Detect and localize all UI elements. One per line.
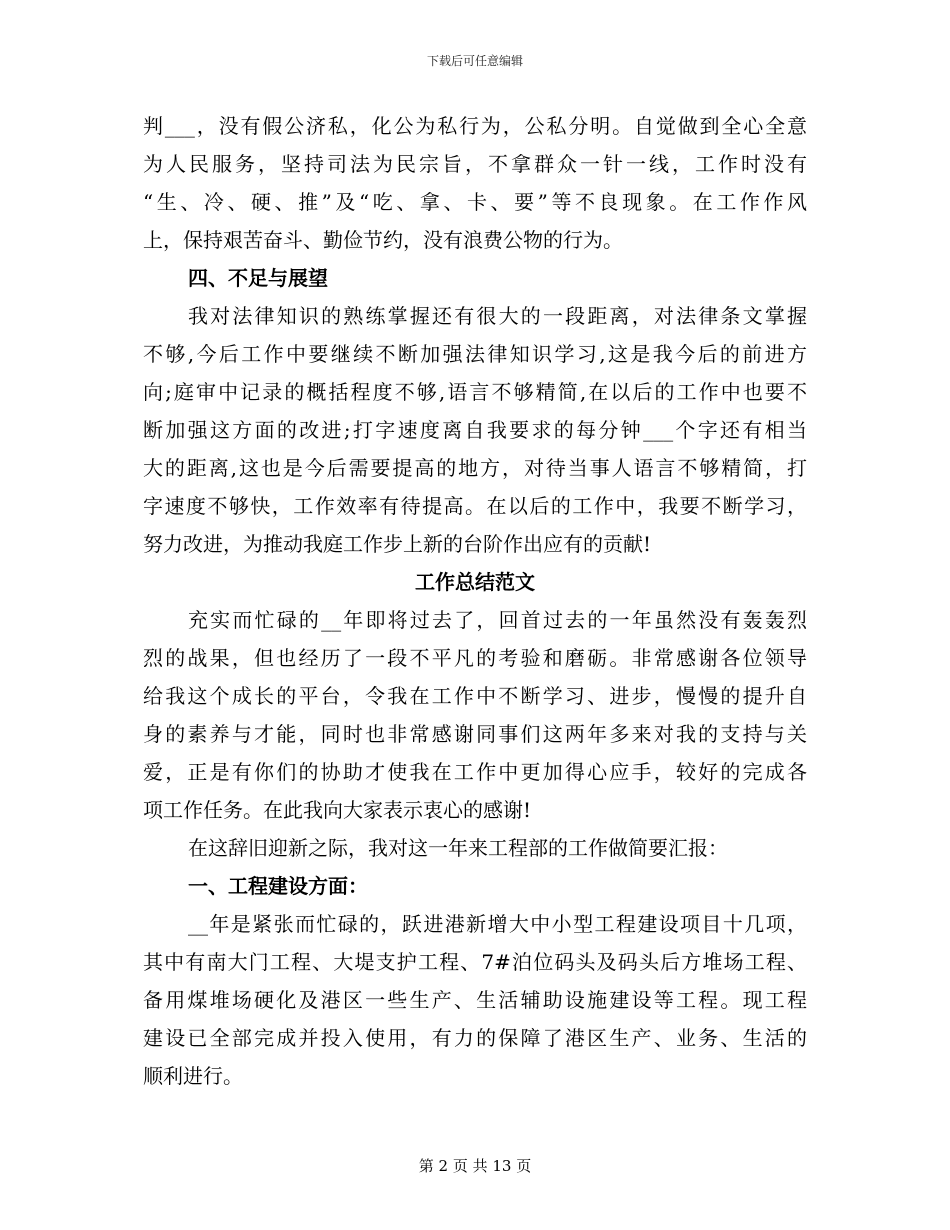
body-line: 项工作任务。在此我向大家表示衷心的感谢! (143, 798, 532, 822)
body-line: 身的素养与才能，同时也非常感谢同事们这两年多来对我的支持与关 (143, 722, 807, 746)
body-line: 向;庭审中记录的概括程度不够,语言不够精简,在以后的工作中也要不 (143, 380, 807, 404)
body-line: 上，保持艰苦奋斗、勤俭节约，没有浪费公物的行为。 (143, 228, 623, 252)
page-header: 下载后可任意编辑 (426, 54, 523, 68)
body-line: 顺利进行。 (143, 1064, 243, 1088)
paragraph-first-line: 在这辞旧迎新之际，我对这一年来工程部的工作做简要汇报： (188, 836, 728, 860)
body-line: 为人民服务，坚持司法为民宗旨，不拿群众一针一线，工作时没有 (143, 152, 807, 176)
body-line: 断加强这方面的改进;打字速度离自我要求的每分钟___个字还有相当 (143, 418, 807, 442)
body-line: “生、冷、硬、推”及“吃、拿、卡、要”等不良现象。在工作作风 (143, 190, 807, 214)
body-line: 字速度不够快，工作效率有待提高。在以后的工作中，我要不断学习， (143, 494, 807, 518)
paragraph-first-line: 充实而忙碌的__年即将过去了，回首过去的一年虽然没有轰轰烈 (188, 608, 807, 632)
document-title: 工作总结范文 (415, 570, 535, 594)
paragraph-first-line: __年是紧张而忙碌的，跃进港新增大中小型工程建设项目十几项， (188, 912, 807, 936)
body-line: 大的距离,这也是今后需要提高的地方，对待当事人语言不够精简，打 (143, 456, 807, 480)
body-line: 努力改进，为推动我庭工作步上新的台阶作出应有的贡献! (143, 532, 652, 556)
body-line: 备用煤堆场硬化及港区一些生产、生活辅助设施建设等工程。现工程 (143, 988, 807, 1012)
page-number: 第 2 页 共 13 页 (418, 1157, 532, 1175)
body-line: 判___，没有假公济私，化公为私行为，公私分明。自觉做到全心全意 (143, 114, 807, 138)
paragraph-first-line: 我对法律知识的熟练掌握还有很大的一段距离，对法律条文掌握 (188, 304, 807, 328)
body-line: 烈的战果，但也经历了一段不平凡的考验和磨砺。非常感谢各位领导 (143, 646, 807, 670)
body-line: 不够,今后工作中要继续不断加强法律知识学习,这是我今后的前进方 (143, 342, 807, 366)
body-line: 爱，正是有你们的协助才使我在工作中更加得心应手，较好的完成各 (143, 760, 807, 784)
body-line: 其中有南大门工程、大堤支护工程、7#泊位码头及码头后方堆场工程、 (143, 950, 807, 974)
section-heading: 一、工程建设方面： (188, 874, 368, 898)
body-line: 建设已全部完成并投入使用，有力的保障了港区生产、业务、生活的 (143, 1026, 807, 1050)
body-line: 给我这个成长的平台，令我在工作中不断学习、进步，慢慢的提升自 (143, 684, 807, 708)
section-heading: 四、不足与展望 (188, 266, 328, 290)
